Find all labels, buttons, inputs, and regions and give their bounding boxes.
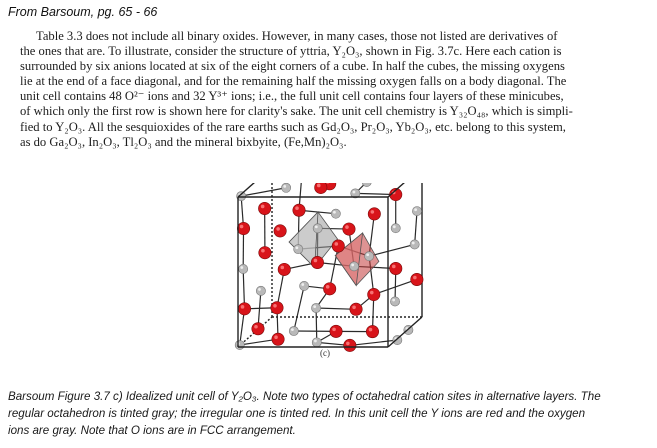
yttrium-ion-highlight bbox=[369, 328, 373, 332]
yttrium-ion-highlight bbox=[317, 184, 321, 188]
oxygen-ion bbox=[235, 340, 244, 349]
yttrium-ion bbox=[411, 273, 423, 285]
oxygen-ion bbox=[239, 264, 248, 273]
ion-spheres bbox=[235, 183, 423, 352]
oxygen-ion-highlight bbox=[240, 266, 243, 269]
oxygen-ion bbox=[282, 183, 291, 192]
yttrium-ion bbox=[323, 283, 335, 295]
paragraph-line: as do Ga₂O₃, In₂O₃, Tl₂O₃ and the mineral bixbyite, (Fe,Mn)₂O₃. bbox=[20, 134, 347, 149]
yttrium-ion bbox=[390, 262, 402, 274]
yttrium-ion bbox=[332, 240, 344, 252]
yttrium-ion-highlight bbox=[326, 285, 330, 289]
caption-line: ions are gray. Note that O ions are in FCC arrangement. bbox=[8, 424, 296, 437]
cell-edge bbox=[388, 317, 422, 347]
oxygen-ion bbox=[391, 224, 400, 233]
yttrium-ion bbox=[315, 183, 327, 194]
oxygen-ion bbox=[289, 326, 298, 335]
yttrium-ion bbox=[271, 302, 283, 314]
yttrium-ion-highlight bbox=[261, 249, 265, 253]
yttrium-ion-highlight bbox=[392, 265, 396, 269]
yttrium-ion-highlight bbox=[332, 328, 336, 332]
yttrium-ion-highlight bbox=[345, 225, 349, 229]
figure-caption bbox=[8, 388, 648, 439]
paragraph-line: of which only the first row is shown here for clarity's sake. The unit cell chemistry is Y₃₂O₄₈, which is simpli- bbox=[20, 104, 573, 119]
oxygen-ion-highlight bbox=[313, 305, 316, 308]
yttrium-ion-highlight bbox=[241, 305, 245, 309]
yttrium-ion-highlight bbox=[240, 225, 244, 229]
body-paragraph bbox=[20, 29, 646, 150]
bond bbox=[330, 246, 339, 289]
oxygen-ion-highlight bbox=[392, 299, 395, 302]
oxygen-ion bbox=[300, 281, 309, 290]
paragraph-line: Table 3.3 does not include all binary oxides. However, in many cases, those not listed are derivatives of bbox=[36, 29, 558, 43]
bond bbox=[369, 244, 415, 256]
caption-line: regular octahedron is tinted gray; the irregular one is tinted red. In this unit cell the Y ions are red and the oxygen bbox=[8, 407, 586, 420]
yttrium-ion bbox=[274, 225, 286, 237]
oxygen-ion-highlight bbox=[351, 264, 354, 267]
oxygen-ion bbox=[331, 209, 340, 218]
yttrium-ion bbox=[368, 288, 380, 300]
oxygen-ion-highlight bbox=[393, 225, 396, 228]
paragraph-line: unit cell contains 48 O²⁻ ions and 32 Y³⁺ ions; i.e., the full unit cell contains four layers of these minicubes, bbox=[20, 89, 564, 104]
oxygen-ion bbox=[410, 240, 419, 249]
yttrium-ion bbox=[272, 333, 284, 345]
yttrium-ion bbox=[252, 323, 264, 335]
oxygen-ion-highlight bbox=[366, 253, 369, 256]
yttrium-ion-highlight bbox=[273, 304, 277, 308]
crystal-structure-figure bbox=[220, 183, 432, 365]
oxygen-ion-highlight bbox=[258, 288, 261, 291]
yttrium-ion-highlight bbox=[371, 210, 375, 214]
oxygen-ion-highlight bbox=[414, 208, 417, 211]
yttrium-ion-highlight bbox=[295, 206, 299, 210]
oxygen-ion-highlight bbox=[314, 340, 317, 343]
yttrium-ion bbox=[350, 303, 362, 315]
oxygen-ion bbox=[311, 303, 320, 312]
yttrium-ion-highlight bbox=[261, 205, 265, 209]
yttrium-ion-highlight bbox=[413, 276, 417, 280]
bond bbox=[316, 308, 317, 342]
oxygen-ion bbox=[312, 338, 321, 347]
yttrium-ion bbox=[238, 303, 250, 315]
oxygen-ion-highlight bbox=[412, 242, 415, 245]
yttrium-ion-highlight bbox=[280, 266, 284, 270]
yttrium-ion-highlight bbox=[254, 325, 258, 329]
yttrium-ion bbox=[278, 263, 290, 275]
paragraph-line: surrounded by six anions located at six of the eight corners of a cube. In half the cubes, the missing oxygens bbox=[20, 59, 565, 74]
source-header: From Barsoum, pg. 65 - 66 bbox=[8, 5, 158, 19]
yttrium-ion bbox=[311, 256, 323, 268]
oxygen-ion-highlight bbox=[291, 328, 294, 331]
oxygen-ion bbox=[412, 206, 421, 215]
yttrium-ion bbox=[258, 202, 270, 214]
yttrium-ion-highlight bbox=[314, 259, 318, 263]
bond bbox=[415, 211, 417, 244]
yttrium-ion bbox=[343, 223, 355, 235]
oxygen-ion-highlight bbox=[333, 211, 336, 214]
oxygen-ion-highlight bbox=[353, 191, 356, 194]
oxygen-ion bbox=[390, 297, 399, 306]
yttrium-ion-highlight bbox=[346, 342, 350, 346]
bond bbox=[294, 286, 304, 331]
paragraph-line: fied to Y₂O₃. All the sesquioxides of the rare earths such as Gd₂O₃, Pr₂O₃, Yb₂O₃, etc. belong to this system, bbox=[20, 119, 566, 134]
yttrium-ion-highlight bbox=[334, 242, 338, 246]
oxygen-ion-highlight bbox=[301, 283, 304, 286]
yttrium-ion bbox=[368, 208, 380, 220]
oxygen-ion-highlight bbox=[295, 246, 298, 249]
oxygen-ion-highlight bbox=[283, 185, 286, 188]
oxygen-ion bbox=[256, 286, 265, 295]
oxygen-ion-highlight bbox=[315, 225, 318, 228]
yttrium-ion-highlight bbox=[352, 306, 356, 310]
yttrium-ion bbox=[344, 339, 356, 351]
figure-label: (c) bbox=[320, 348, 330, 358]
yttrium-ion bbox=[293, 204, 305, 216]
yttrium-ion bbox=[330, 325, 342, 337]
oxygen-ion bbox=[365, 252, 374, 261]
oxygen-ion bbox=[313, 224, 322, 233]
caption-line: Barsoum Figure 3.7 c) Idealized unit cell of Y₂O₃. Note two types of octahedral cation sites in alternative layers. The bbox=[8, 390, 601, 403]
yttrium-ion bbox=[366, 325, 378, 337]
yttrium-ion bbox=[237, 222, 249, 234]
yttrium-ion-highlight bbox=[274, 335, 278, 339]
oxygen-ion bbox=[349, 262, 358, 271]
yttrium-ion bbox=[259, 246, 271, 258]
paragraph-line: lie at the end of a face diagonal, and for the remaining half the missing oxygen falls on a body diagonal. The bbox=[20, 74, 567, 89]
unit-cell-illustration bbox=[220, 183, 432, 365]
yttrium-ion-highlight bbox=[370, 291, 374, 295]
oxygen-ion bbox=[294, 245, 303, 254]
yttrium-ion-highlight bbox=[276, 227, 280, 231]
paragraph-line: the ones that are. To illustrate, consider the structure of yttria, Y₂O₃, shown in Fig. 3.7c. Here each cation is bbox=[20, 44, 562, 59]
